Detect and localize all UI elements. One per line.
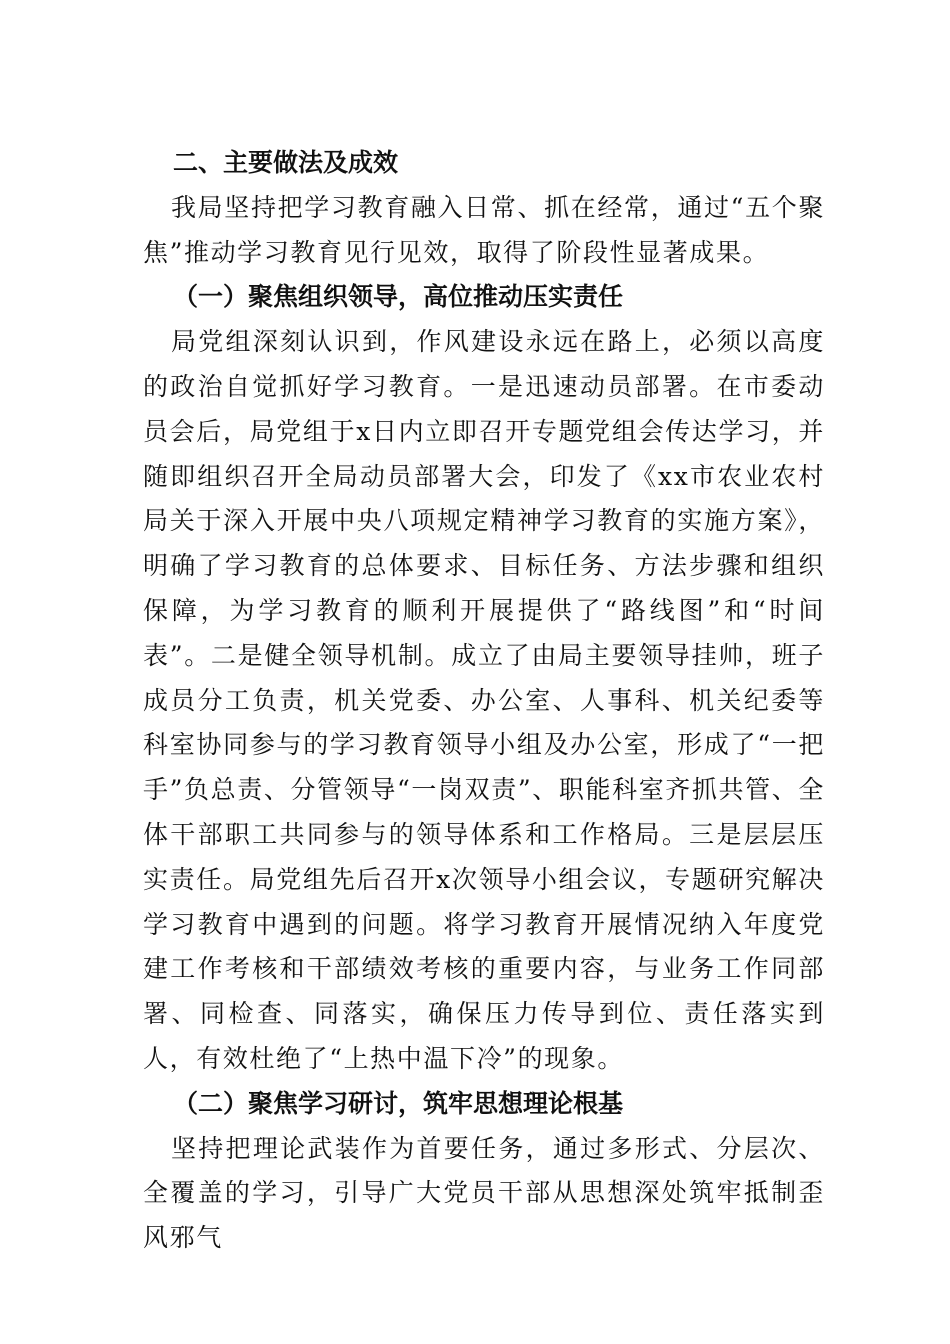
subsection-1-title: （一）聚焦组织领导，高位推动压实责任 xyxy=(173,282,624,312)
subsection-1-paragraph: 局党组深刻认识到，作风建设永远在路上，必须以高度的政治自觉抓好学习教育。一是迅速动员部署。在市委动员会后，局党组于x日内立即召开专题党组会传达学习，并随即组织召开全局动员部署大会，印发了《xx市农业农村局关于深入开展中央八项规定精神学习教育的实施方案》，明确了学习教育的总体要求、目标任务、方法步骤和组织保障，为学习教育的顺利开展提供了“路线图”和“时间表”。二是健全领导机制。成立了由局主要领导挂帅，班子成员分工负责，机关党委、办公室、人事科、机关纪委等科室协同参与的学习教育领导小组及办公室，形成了“一把手”负总责、分管领导“一岗双责”、职能科室齐抓共管、全体干部职工共同参与的领导体系和工作格局。三是层层压实责任。局党组先后召开x次领导小组会议，专题研究解决学习教育中遇到的问题。将学习教育开展情况纳入年度党建工作考核和干部绩效考核的重要内容，与业务工作同部署、同检查、同落实，确保压力传导到位、责任落实到人，有效杜绝了“上热中温下冷”的现象。 xyxy=(143,327,825,1073)
section-heading: 二、主要做法及成效 xyxy=(173,148,399,177)
intro-paragraph: 我局坚持把学习教育融入日常、抓在经常，通过“五个聚焦”推动学习教育见行见效，取得了阶段性显著成果。 xyxy=(143,192,825,267)
document-body xyxy=(143,141,825,1261)
subsection-2-paragraph: 坚持把理论武装作为首要任务，通过多形式、分层次、全覆盖的学习，引导广大党员干部从思想深处筑牢抵制歪风邪气 xyxy=(143,1133,825,1253)
subsection-2-title: （二）聚焦学习研讨，筑牢思想理论根基 xyxy=(173,1088,624,1118)
